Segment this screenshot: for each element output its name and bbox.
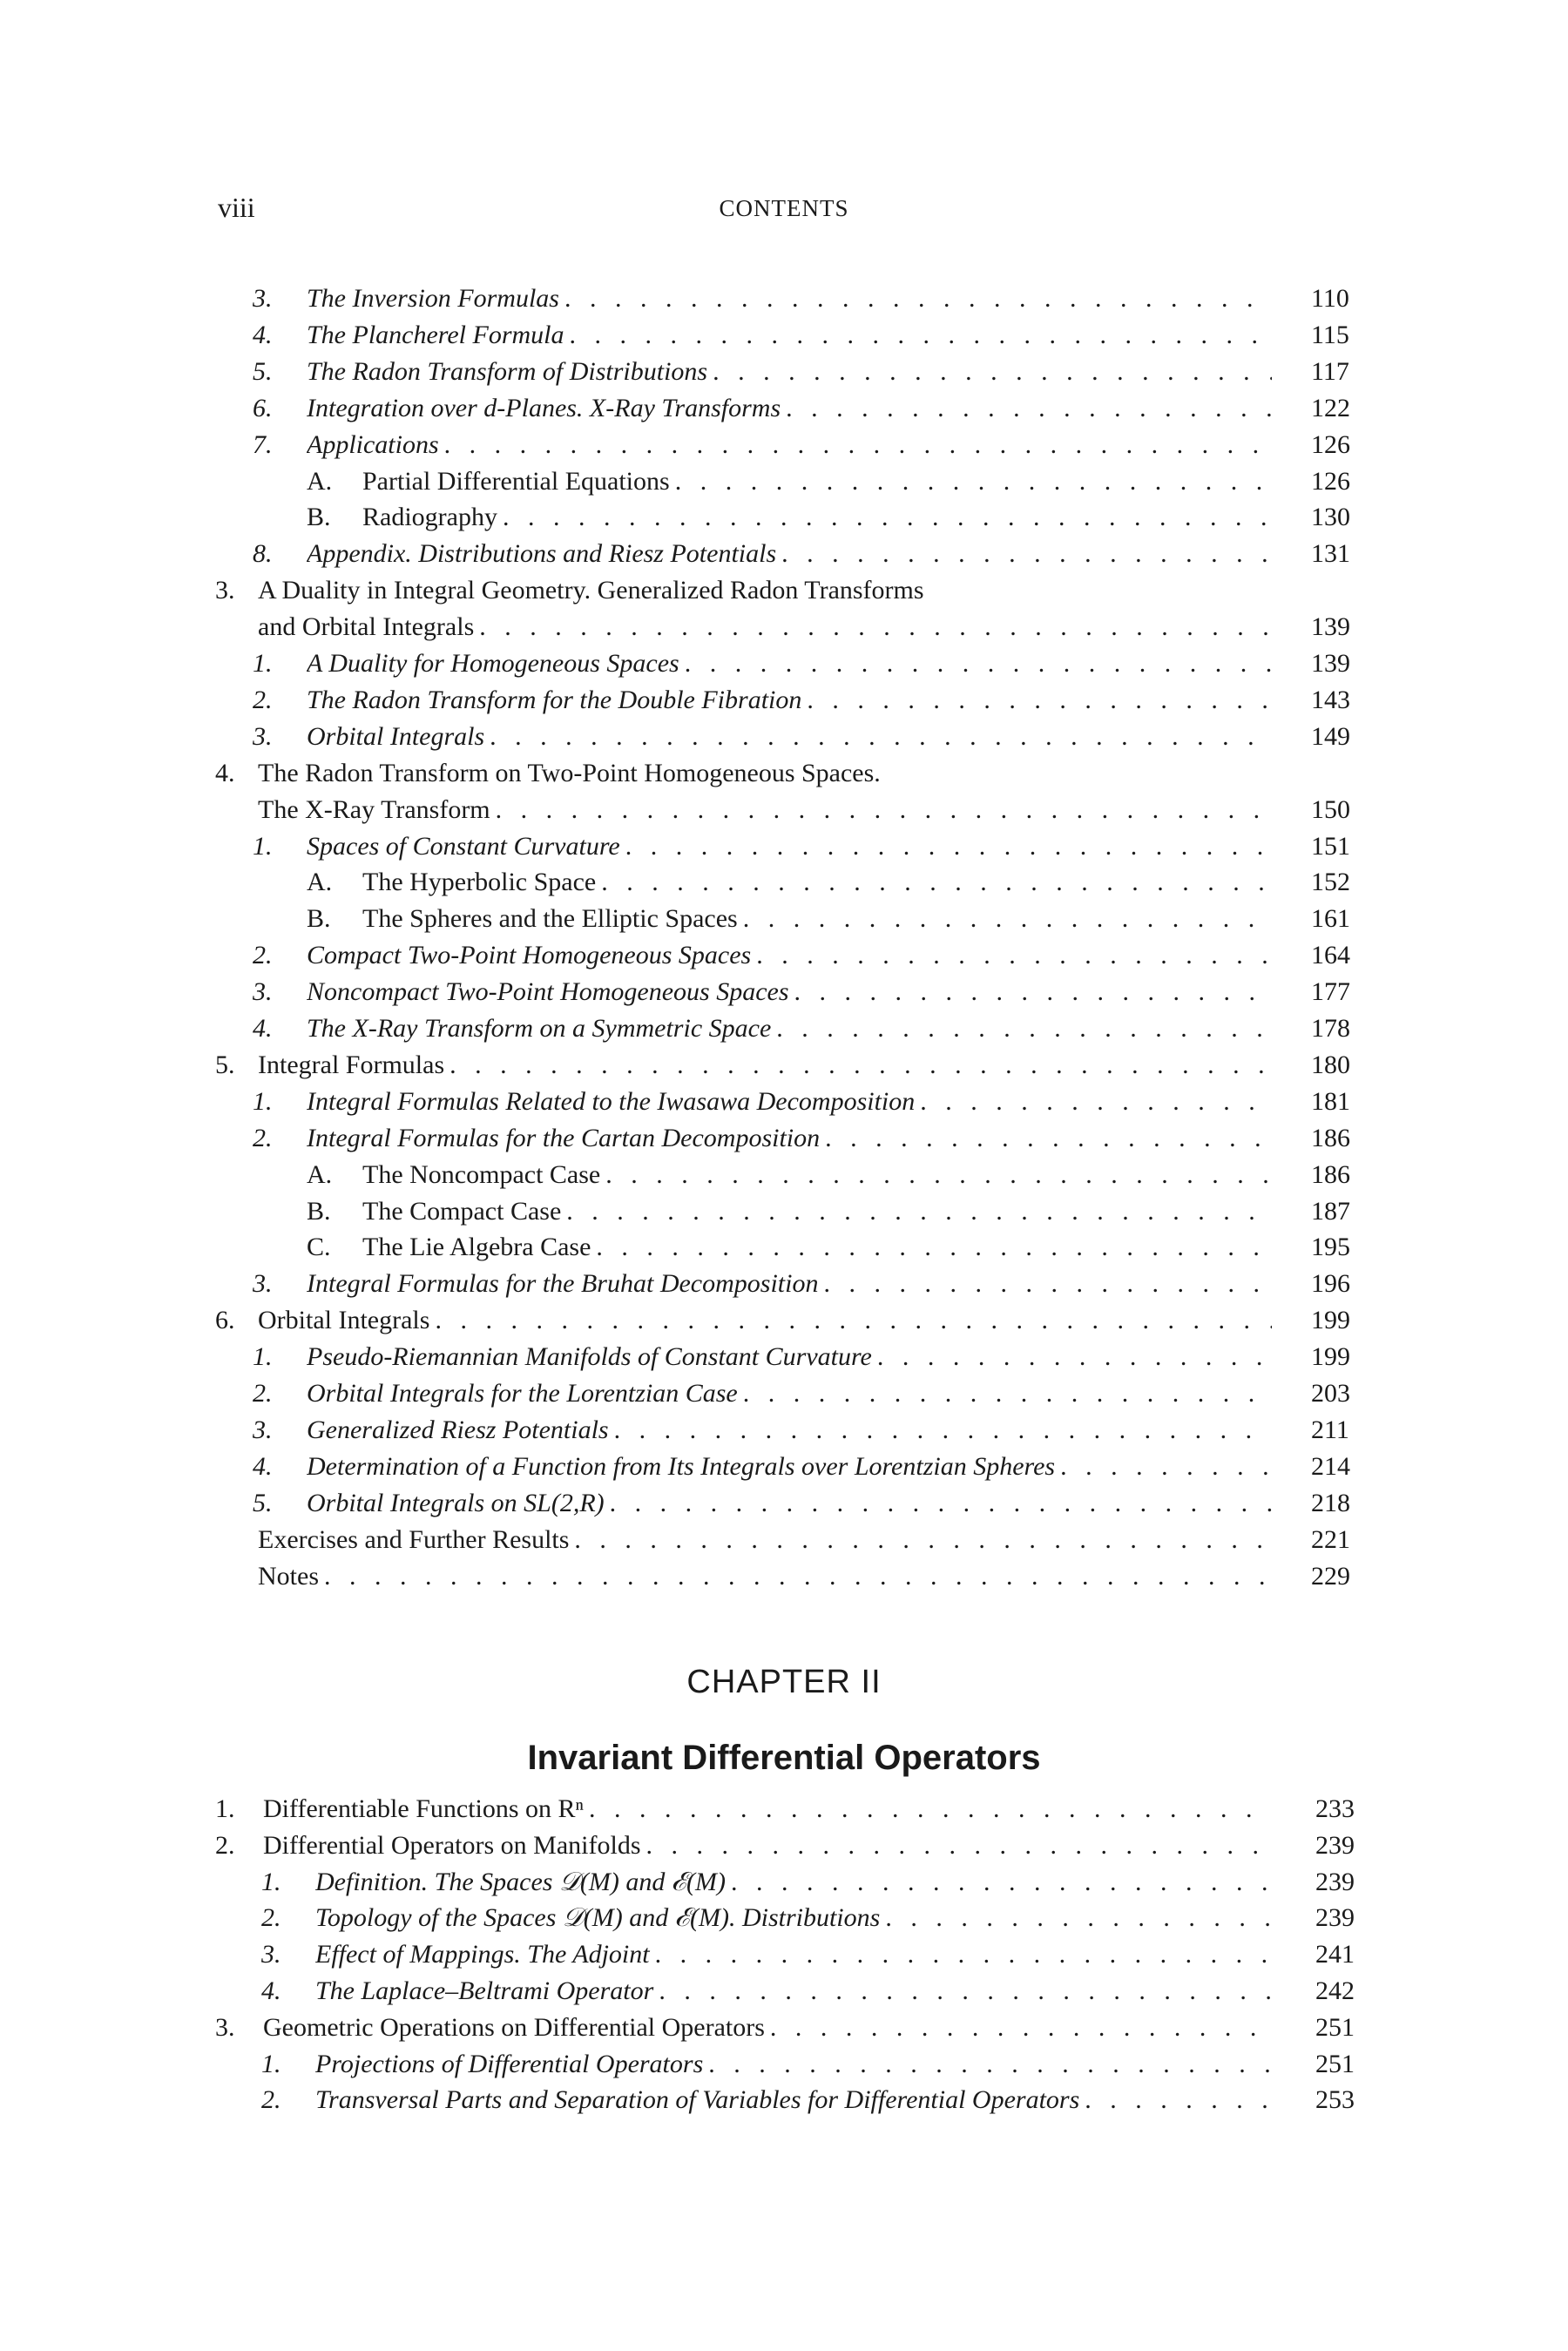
- toc-entry-number: 2.: [253, 685, 273, 714]
- toc-entry-line: [307, 1379, 1272, 1414]
- toc-entry-page: 203: [1311, 1379, 1350, 1408]
- toc-entry-title: Orbital Integrals on SL(2,R): [307, 1488, 605, 1517]
- toc-entry-line: [258, 1525, 1272, 1560]
- toc-entry-title: Orbital Integrals for the Lorentzian Case: [307, 1379, 738, 1408]
- toc-leader-dots: [765, 2013, 1272, 2043]
- toc-entry-line: [307, 1489, 1272, 1523]
- toc-leader-dots: [872, 1342, 1272, 1372]
- toc-entry-page: 187: [1311, 1196, 1350, 1226]
- toc-leader-dots: [641, 1831, 1273, 1861]
- toc-entry-page: 115: [1311, 320, 1349, 349]
- running-title: CONTENTS: [719, 195, 849, 221]
- toc-entry: [0, 427, 1568, 463]
- toc-leader-dots: [1079, 2085, 1272, 2115]
- toc-entry-title: Effect of Mappings. The Adjoint: [315, 1940, 650, 1969]
- chapter-label: CHAPTER II: [686, 1664, 882, 1700]
- toc-entry: [0, 682, 1568, 719]
- toc-leader-dots: [771, 1014, 1272, 1044]
- toc-entry-page: 126: [1311, 429, 1350, 459]
- toc-leader-dots: [561, 1197, 1272, 1226]
- toc-entry-page: 218: [1311, 1488, 1350, 1517]
- toc-entry-line: [307, 686, 1272, 720]
- toc-entry-line: [362, 1160, 1272, 1195]
- toc-entry-title: Integration over d-Planes. X-Ray Transforms: [307, 393, 781, 422]
- toc-entry-line: [362, 1233, 1272, 1267]
- toc-entry: [0, 937, 1568, 974]
- toc-entry-title: Pseudo-Riemannian Manifolds of Constant Curvature: [307, 1342, 872, 1372]
- toc-entry-title: Partial Differential Equations: [362, 466, 670, 496]
- toc-leader-dots: [609, 1415, 1272, 1445]
- toc-entry-number: 2.: [215, 1830, 235, 1860]
- toc-entry: [0, 1339, 1568, 1375]
- toc-entry-title: Appendix. Distributions and Riesz Potentials: [307, 539, 777, 569]
- toc-entry-number: 1.: [253, 1086, 273, 1116]
- toc-entry-title: The Radon Transform for the Double Fibration: [307, 685, 802, 714]
- toc-entry-page: 130: [1311, 503, 1350, 532]
- toc-entry-title: Integral Formulas for the Cartan Decomposition: [307, 1123, 821, 1152]
- toc-entry-page: 196: [1311, 1269, 1350, 1299]
- toc-entry-title: The Inversion Formulas: [307, 284, 559, 313]
- toc-entry-line: [307, 539, 1272, 574]
- toc-entry-page: 122: [1311, 393, 1350, 422]
- toc-entry-title: Orbital Integrals: [307, 721, 485, 751]
- toc-entry-title: Integral Formulas: [258, 1050, 445, 1079]
- toc-entry: [0, 1010, 1568, 1047]
- toc-leader-dots: [703, 2050, 1272, 2079]
- toc-entry-title: Compact Two-Point Homogeneous Spaces: [307, 941, 752, 970]
- toc-leader-dots: [600, 1160, 1272, 1190]
- toc-entry-line: [307, 832, 1272, 867]
- toc-entry-page: 239: [1315, 1830, 1355, 1860]
- toc-entry-page: 149: [1311, 721, 1350, 751]
- toc-entry-page: 117: [1311, 356, 1349, 386]
- toc-entry: [0, 2046, 1568, 2083]
- toc-leader-dots: [439, 430, 1272, 460]
- toc-entry: [0, 1375, 1568, 1412]
- toc-entry-line: [307, 1415, 1272, 1450]
- toc-entry-number: 4.: [253, 320, 273, 349]
- toc-entry-number: 3.: [215, 2012, 235, 2042]
- toc-entry-line: [315, 1868, 1272, 1902]
- toc-entry-title: A Duality in Integral Geometry. Generalized Radon Transforms: [258, 576, 924, 605]
- toc-entry-title: Differentiable Functions on Rⁿ: [263, 1794, 584, 1823]
- toc-entry-number: 1.: [253, 831, 273, 861]
- toc-leader-dots: [596, 868, 1272, 897]
- toc-entry-line: [362, 904, 1272, 939]
- toc-entry-page: 239: [1315, 1903, 1355, 1933]
- toc-entry-number: 3.: [253, 977, 273, 1007]
- toc-entry-line: [315, 2085, 1272, 2120]
- toc-entry: [0, 1302, 1568, 1339]
- toc-entry: [0, 1827, 1568, 1864]
- toc-entry-title: Transversal Parts and Separation of Variables for Differential Operators: [315, 2085, 1080, 2115]
- toc-leader-dots: [707, 357, 1272, 387]
- toc-leader-dots: [650, 1940, 1272, 1969]
- toc-entry: [0, 1900, 1568, 1936]
- toc-entry-title: Noncompact Two-Point Homogeneous Spaces: [307, 977, 789, 1007]
- toc-entry-number: 6.: [253, 393, 273, 422]
- toc-leader-dots: [789, 977, 1272, 1007]
- toc-entry-number: 2.: [253, 1123, 273, 1152]
- toc-entry-line: [307, 1087, 1272, 1122]
- toc-entry-page: 186: [1311, 1159, 1350, 1189]
- toc-entry-number: 1.: [253, 649, 273, 678]
- toc-entry-title: The X-Ray Transform on a Symmetric Space: [307, 1014, 772, 1043]
- toc-leader-dots: [474, 612, 1272, 642]
- toc-entry-title: Integral Formulas for the Bruhat Decomposition: [307, 1269, 819, 1299]
- toc-entry-line: [307, 357, 1272, 392]
- toc-entry-line: [307, 1269, 1272, 1304]
- toc-entry-page: 151: [1311, 831, 1350, 861]
- toc-entry-title: Radiography: [362, 503, 497, 532]
- toc-leader-dots: [559, 284, 1272, 314]
- toc-leader-dots: [444, 1051, 1272, 1080]
- toc-entry-number: B.: [307, 904, 331, 934]
- toc-entry: [0, 974, 1568, 1010]
- toc-leader-dots: [490, 795, 1272, 825]
- toc-entry-title: The Plancherel Formula: [307, 320, 564, 349]
- page-header: [0, 192, 1568, 235]
- toc-leader-dots: [319, 1562, 1272, 1591]
- toc-entry-page: 177: [1311, 977, 1350, 1007]
- toc-entry-line: [263, 2013, 1272, 2048]
- toc-entry: [0, 2010, 1568, 2046]
- toc-entry: [0, 1084, 1568, 1120]
- toc-entry: [0, 645, 1568, 682]
- toc-entry-line: [362, 467, 1272, 502]
- toc-entry-line: [307, 649, 1272, 684]
- toc-leader-dots: [679, 649, 1272, 679]
- toc-entry-line: [362, 1197, 1272, 1232]
- toc-entry-title: and Orbital Integrals: [258, 612, 475, 642]
- toc-entry: [0, 536, 1568, 572]
- toc-entry-page: 110: [1311, 284, 1349, 313]
- toc-entry-page: 150: [1311, 794, 1350, 824]
- toc-entry-number: 2.: [253, 941, 273, 970]
- toc-leader-dots: [915, 1087, 1272, 1117]
- toc-entry: [0, 755, 1568, 792]
- toc-entry: [0, 1157, 1568, 1193]
- toc-leader-dots: [738, 904, 1272, 934]
- toc-entry-title: Determination of a Function from Its Integrals over Lorentzian Spheres: [307, 1451, 1056, 1481]
- toc-entry-page: 221: [1311, 1524, 1350, 1554]
- toc-entry: [0, 1193, 1568, 1230]
- toc-entry-number: A.: [307, 868, 333, 897]
- toc-leader-dots: [751, 941, 1272, 970]
- toc-entry-title: The Noncompact Case: [362, 1159, 601, 1189]
- toc-entry-number: 1.: [215, 1794, 235, 1823]
- toc-entry-number: 8.: [253, 539, 273, 569]
- toc-entry-title: A Duality for Homogeneous Spaces: [307, 649, 679, 678]
- toc-leader-dots: [605, 1489, 1272, 1518]
- toc-entry-line: [258, 1562, 1272, 1597]
- toc-entry-number: 1.: [261, 1867, 281, 1896]
- toc-entry-title: Orbital Integrals: [258, 1306, 430, 1335]
- toc-entry-number: 4.: [253, 1014, 273, 1043]
- toc-entry: [0, 572, 1568, 609]
- toc-entry: [0, 499, 1568, 536]
- toc-entry-number: A.: [307, 1159, 333, 1189]
- toc-entry: [0, 1973, 1568, 2010]
- toc-entry-line: [362, 503, 1272, 537]
- toc-entry-line: [307, 1342, 1272, 1377]
- toc-entry-number: 3.: [253, 1415, 273, 1444]
- toc-leader-dots: [818, 1269, 1272, 1299]
- toc-leader-dots: [584, 1794, 1272, 1824]
- toc-entry-page: 211: [1311, 1415, 1349, 1444]
- toc-entry-page: 241: [1315, 1940, 1355, 1969]
- toc-leader-dots: [670, 467, 1272, 497]
- toc-entry-title: The Radon Transform on Two-Point Homogeneous Spaces.: [258, 758, 881, 787]
- toc-entry: [0, 1120, 1568, 1157]
- toc-leader-dots: [653, 1976, 1272, 2006]
- toc-entry-title: Definition. The Spaces 𝒟(M) and ℰ(M): [315, 1867, 727, 1896]
- toc-entry-title: Notes: [258, 1561, 319, 1591]
- toc-entry: [0, 1936, 1568, 1973]
- toc-leader-dots: [620, 832, 1272, 861]
- toc-entry-number: 3.: [253, 1269, 273, 1299]
- toc-entry: [0, 1485, 1568, 1522]
- toc-leader-dots: [497, 503, 1272, 532]
- toc-entry-page: 214: [1311, 1451, 1350, 1481]
- toc-entry-title: The Spheres and the Elliptic Spaces: [362, 904, 738, 934]
- toc-leader-dots: [880, 1903, 1272, 1933]
- toc-entry-page: 186: [1311, 1123, 1350, 1152]
- toc-leader-dots: [429, 1306, 1272, 1335]
- toc-entry-line: [263, 1831, 1272, 1866]
- toc-entry-line: [315, 1903, 1272, 1938]
- toc-entry-number: 5.: [253, 356, 273, 386]
- toc-entry-line: [362, 868, 1272, 902]
- toc-leader-dots: [1055, 1452, 1272, 1482]
- toc-entry-line: [315, 1976, 1272, 2011]
- toc-entry-number: 3.: [261, 1940, 281, 1969]
- toc-entry-line: [307, 1014, 1272, 1049]
- toc-leader-dots: [776, 539, 1272, 569]
- toc-entry-title: The Hyperbolic Space: [362, 868, 597, 897]
- toc-entry-page: 181: [1311, 1086, 1350, 1116]
- toc-entry-title: Geometric Operations on Differential Operators: [263, 2012, 765, 2042]
- toc-entry-page: 152: [1311, 868, 1350, 897]
- toc-entry-page: 233: [1315, 1794, 1355, 1823]
- toc-entry: [0, 792, 1568, 828]
- toc-entry-line: [258, 1051, 1272, 1085]
- toc-entry-number: 2.: [253, 1379, 273, 1408]
- toc-entry-number: 5.: [253, 1488, 273, 1517]
- toc-entry-number: 3.: [253, 284, 273, 313]
- toc-entry-title: The Compact Case: [362, 1196, 562, 1226]
- toc-entry: [0, 280, 1568, 317]
- toc-entry: [0, 1229, 1568, 1266]
- toc-entry-number: 4.: [261, 1976, 281, 2005]
- toc-entry-line: [307, 394, 1272, 429]
- toc-entry: [0, 1558, 1568, 1595]
- toc-entry-line: [258, 612, 1272, 647]
- toc-entry: [0, 317, 1568, 354]
- toc-entry-line: [307, 941, 1272, 976]
- toc-entry-page: 139: [1311, 649, 1350, 678]
- toc-entry-line: [307, 722, 1272, 757]
- toc-entry: [0, 1047, 1568, 1084]
- toc-entry-number: C.: [307, 1233, 331, 1262]
- toc-entry-page: 251: [1315, 2012, 1355, 2042]
- toc-entry-line: [307, 977, 1272, 1012]
- toc-leader-dots: [738, 1379, 1272, 1409]
- toc-entry: [0, 1791, 1568, 1827]
- toc-leader-dots: [569, 1525, 1272, 1555]
- toc-entry-line: [315, 1940, 1272, 1975]
- toc-leader-dots: [484, 722, 1272, 752]
- toc-entry-page: 164: [1311, 941, 1350, 970]
- toc-entry: [0, 1449, 1568, 1485]
- toc-entry-title: Spaces of Constant Curvature: [307, 831, 620, 861]
- toc-entry-number: 3.: [215, 576, 235, 605]
- toc-entry-line: [263, 1794, 1272, 1829]
- toc-leader-dots: [726, 1868, 1272, 1897]
- toc-entry-line: [315, 2050, 1272, 2084]
- toc-entry-title: Integral Formulas Related to the Iwasawa Decomposition: [307, 1086, 916, 1116]
- toc-entry-page: 139: [1311, 612, 1350, 642]
- toc-entry-line: [307, 1452, 1272, 1487]
- toc-entry-page: 178: [1311, 1014, 1350, 1043]
- toc-entry-title: The Radon Transform of Distributions: [307, 356, 708, 386]
- toc-entry-title: Projections of Differential Operators: [315, 2049, 704, 2078]
- toc-entry-line: [307, 321, 1272, 355]
- toc-entry-page: 195: [1311, 1233, 1350, 1262]
- toc-entry: [0, 2082, 1568, 2118]
- toc-entry-page: 143: [1311, 685, 1350, 714]
- toc-entry: [0, 864, 1568, 901]
- toc-entry-title: Exercises and Further Results: [258, 1524, 570, 1554]
- toc-leader-dots: [591, 1233, 1272, 1262]
- toc-entry-number: 1.: [261, 2049, 281, 2078]
- toc-entry-number: 6.: [215, 1306, 235, 1335]
- toc-entry-page: 242: [1315, 1976, 1355, 2005]
- toc-entry-title: The X-Ray Transform: [258, 794, 490, 824]
- page-folio: viii: [218, 192, 255, 223]
- toc-leader-dots: [781, 394, 1272, 423]
- toc-entry-line: [307, 430, 1272, 465]
- toc-entry-number: 7.: [253, 429, 273, 459]
- toc-entry-title: Differential Operators on Manifolds: [263, 1830, 641, 1860]
- toc-entry-title: Topology of the Spaces 𝒟(M) and ℰ(M). Distributions: [315, 1903, 881, 1933]
- chapter-title: Invariant Differential Operators: [527, 1739, 1041, 1777]
- toc-entry-title: The Lie Algebra Case: [362, 1233, 591, 1262]
- toc-entry-title: Generalized Riesz Potentials: [307, 1415, 609, 1444]
- toc-entry: [0, 719, 1568, 755]
- toc-leader-dots: [564, 321, 1272, 350]
- toc-entry-page: 199: [1311, 1306, 1350, 1335]
- toc-entry-number: 3.: [253, 721, 273, 751]
- toc-entry-page: 199: [1311, 1342, 1350, 1372]
- toc-entry-page: 161: [1311, 904, 1350, 934]
- toc-entry-page: 229: [1311, 1561, 1350, 1591]
- toc-entry-page: 253: [1315, 2085, 1355, 2115]
- toc-entry: [0, 1522, 1568, 1558]
- toc-entry-title: The Laplace–Beltrami Operator: [315, 1976, 654, 2005]
- toc-entry-number: 4.: [253, 1451, 273, 1481]
- toc-entry-page: 251: [1315, 2049, 1355, 2078]
- toc-entry-number: 1.: [253, 1342, 273, 1372]
- toc-entry-number: 2.: [261, 2085, 281, 2115]
- toc-entry-title: Applications: [307, 429, 439, 459]
- toc-entry-page: 126: [1311, 466, 1350, 496]
- toc-entry: [0, 828, 1568, 865]
- toc-entry-line: [307, 1124, 1272, 1159]
- toc-entry: [0, 1266, 1568, 1302]
- toc-entry-line: [258, 1306, 1272, 1341]
- toc-leader-dots: [820, 1124, 1272, 1153]
- toc-entry-line: [258, 795, 1272, 830]
- toc-entry-page: 180: [1311, 1050, 1350, 1079]
- toc-entry-number: 2.: [261, 1903, 281, 1933]
- toc-entry-number: B.: [307, 503, 331, 532]
- toc-entry: [0, 463, 1568, 500]
- toc-entry-number: 5.: [215, 1050, 235, 1079]
- toc-entry-page: 239: [1315, 1867, 1355, 1896]
- toc-entry-line: [307, 284, 1272, 319]
- toc-entry-number: B.: [307, 1196, 331, 1226]
- toc-entry-number: A.: [307, 466, 333, 496]
- toc-entry: [0, 1412, 1568, 1449]
- toc-leader-dots: [801, 686, 1272, 715]
- toc-entry: [0, 354, 1568, 390]
- toc-entry: [0, 609, 1568, 645]
- toc-entry: [0, 1864, 1568, 1901]
- toc-entry: [0, 390, 1568, 427]
- toc-entry-page: 131: [1311, 539, 1350, 569]
- toc-entry-number: 4.: [215, 758, 235, 787]
- toc-entry: [0, 901, 1568, 937]
